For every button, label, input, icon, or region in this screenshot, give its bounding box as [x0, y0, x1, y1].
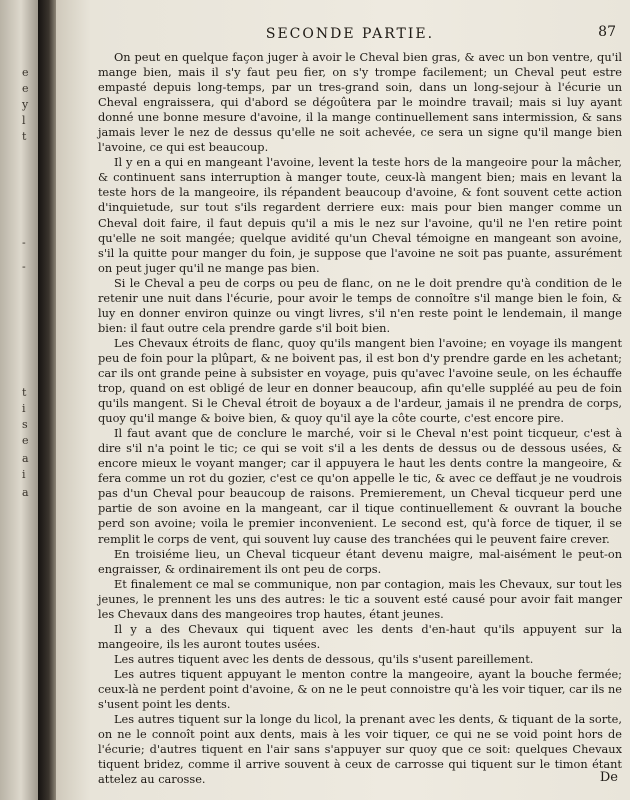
- margin-fragment: a: [22, 486, 29, 499]
- running-head: SECONDE PARTIE.: [265, 26, 435, 42]
- book-page: [56, 0, 630, 800]
- paragraph: En troisiéme lieu, un Cheval ticqueur étant devenu maigre, mal-aisément le peut-on engraisser, & ordinairement ils ont peu de corps.: [98, 546, 622, 576]
- body-text: [98, 50, 622, 787]
- margin-fragment: e: [22, 66, 29, 79]
- book-gutter: [38, 0, 56, 800]
- paragraph: On peut en quelque façon juger à avoir le Cheval bien gras, & avec un bon ventre, qu'il mange bien, mais il s'y faut peu fier, on s'y trompe facilement; un Cheval peut estre empasté depuis long-temps, par un tres-grand soin, dans un long-sejour à l'écurie un Cheval engraissera, qui d'abord se dégoûtera par le moindre travail; mais si luy ayant donné une bonne mesure d'avoine, il la mange continuellement sans intermission, & sans jamais lever le nez de dessus qu'elle ne soit achevée, ce sera un signe qu'il mange bien l'avoine, ce qui est beaucoup.: [98, 50, 622, 155]
- margin-fragment: s: [22, 418, 28, 431]
- page-number: 87: [598, 24, 616, 40]
- margin-fragment: e: [22, 82, 29, 95]
- paragraph: Si le Cheval a peu de corps ou peu de flanc, on ne le doit prendre qu'à condition de le retenir une nuit dans l'écurie, pour avoir le temps de connoître s'il mange bien le foin, & luy en donner environ quinze ou vingt livres, s'il n'en reste point le lendemain, il mange bien: il faut outre cela prendre garde s'il boit bien.: [98, 275, 622, 335]
- margin-fragment: i: [22, 468, 26, 481]
- paragraph: Il faut avant que de conclure le marché, voir si le Cheval n'est point ticqueur, c'est à dire s'il n'a point le tic; ce qui se voit s'il a les dents de dessus ou de dessous usées, & encore mieux le voyant manger; car il appuyera le haut les dents contre la mangeoire, & fera comme un rot du gozier, c'est ce qu'on appelle le tic, & avec ce deffaut je ne voudrois pas d'un Cheval pour beaucoup de raisons. Premierement, un Cheval ticqueur perd une partie de son avoine en la mangeant, car il tique continuellement & ouvrant la bouche perd son avoine; voila le premier inconvenient. Le second est, qu'à force de tiquer, il se remplit le corps de vent, qui souvent luy cause des tranchées qui le peuvent faire crever.: [98, 426, 622, 546]
- margin-fragment: a: [22, 452, 29, 465]
- margin-fragment: i: [22, 402, 26, 415]
- paragraph: Et finalement ce mal se communique, non par contagion, mais les Chevaux, sur tout les jeunes, le prennent les uns des autres: le tic a souvent esté causé pour avoir fait manger les Chevaux dans des mangeoires trop hautes, étant jeunes.: [98, 576, 622, 621]
- paragraph: Il y a des Chevaux qui tiquent avec les dents d'en-haut qu'ils appuyent sur la mangeoire, ils les auront toutes usées.: [98, 621, 622, 651]
- paragraph: Il y en a qui en mangeant l'avoine, levent la teste hors de la mangeoire pour la mâcher, & continuent sans interruption à manger toute, ceux-là mangent bien; mais en levant la teste hors de la mangeoire, ils répandent beaucoup d'avoine, & font souvent cette action d'inquietude, sur tout s'ils regardent derriere eux: mais pour bien manger comme un Cheval doit faire, il faut depuis qu'il a mis le nez sur l'avoine, qu'il ne l'en retire point qu'elle ne soit mangée; quelque avidité qu'un Cheval témoigne en mangeant son avoine, s'il la quitte pour manger du foin, je suppose que l'avoine ne soit pas puante, assurément on peut juger qu'il ne mange pas bien.: [98, 155, 622, 275]
- paragraph: Les autres tiquent appuyant le menton contre la mangeoire, ayant la bouche fermée; ceux-là ne perdent point d'avoine, & on ne le peut connoistre qu'à les voir tiquer, car ils ne s'usent point les dents.: [98, 666, 622, 712]
- margin-fragment: t: [22, 386, 27, 399]
- paragraph: Les autres tiquent sur la longe du licol, la prenant avec les dents, & tiquant de la sorte, on ne le connoît point aux dents, mais à les voir tiquer, ce qui ne se void point hors de l'écurie; d'autres tiquent en l'air sans s'appuyer sur quoy que ce soit: quelques Chevaux tiquent bridez, comme il arrive souvent à ceux de carrosse qui tiquent sur le timon étant attelez au carosse.: [98, 712, 622, 787]
- margin-fragment: -: [22, 236, 26, 249]
- margin-fragment: l: [22, 114, 26, 127]
- paragraph: Les Chevaux étroits de flanc, quoy qu'ils mangent bien l'avoine; en voyage ils mangent peu de foin pour la plûpart, & ne boivent pas, il est bon d'y prendre garde en les achetant; car ils ont grande peine à subsister en voyage, puis qu'avec l'avoine seule, on les échauffe trop, quand on est obligé de leur en donner beaucoup, afin qu'elle suppléé au peu de foin qu'ils mangent. Si le Cheval étroit de boyaux a de l'ardeur, jamais il ne prendra de corps, quoy qu'il mange & boive bien, & quoy qu'il aye la côte courte, c'est encore pire.: [98, 335, 622, 426]
- margin-fragment: y: [22, 98, 29, 111]
- margin-fragment: -: [22, 260, 26, 273]
- page-header: [98, 26, 622, 48]
- margin-fragment: t: [22, 130, 27, 143]
- paragraph: Les autres tiquent avec les dents de dessous, qu'ils s'usent pareillement.: [114, 651, 534, 666]
- left-page-edge: [0, 0, 38, 800]
- margin-fragment: e: [22, 434, 29, 447]
- catchword: De: [599, 770, 618, 785]
